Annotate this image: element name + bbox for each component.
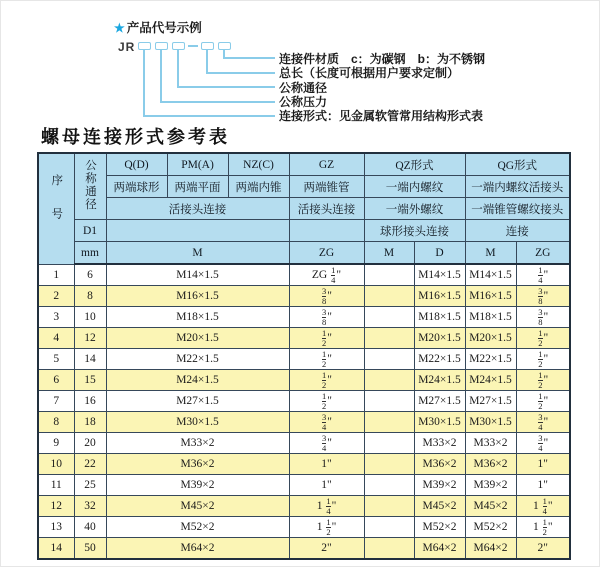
header-blank-1 [106, 220, 289, 242]
fraction: $\frac{3}{4}$ [538, 432, 543, 453]
cell-dn: 18 [74, 412, 106, 433]
cell-m: M24×1.5 [106, 370, 289, 391]
cell-qg-m: M27×1.5 [465, 391, 516, 412]
table-row [38, 538, 570, 560]
cell-qg-zg: $\frac{3}{4}$ " [516, 412, 570, 433]
product-code-title-text: 产品代号示例 [126, 21, 202, 35]
cell-qz-m [364, 349, 414, 370]
header-gz-connection: 活接头连接 [289, 198, 364, 220]
cell-qz-m [364, 328, 414, 349]
fraction: $\frac{1}{2}$ [322, 390, 327, 411]
header-nz-sub: 两端内锥 [228, 176, 289, 198]
product-code-title [114, 18, 202, 36]
header-blank-2 [289, 220, 364, 242]
cell-serial: 5 [38, 349, 74, 370]
header-col-qg: QG形式 [465, 153, 570, 176]
fraction: $\frac{1}{4}$ [538, 264, 543, 285]
cell-gz: $\frac{3}{8}$ " [289, 307, 364, 328]
fraction: $\frac{1}{2}$ [322, 369, 327, 390]
cell-qg-m: M18×1.5 [465, 307, 516, 328]
cell-qz-d: M18×1.5 [414, 307, 465, 328]
code-label-length: 总长（长度可根据用户要求定制） [279, 66, 460, 80]
cell-m: M64×2 [106, 538, 289, 560]
table-row [38, 328, 570, 349]
cell-m: M22×1.5 [106, 349, 289, 370]
cell-qg-zg: 1" [516, 454, 570, 475]
header-union-connection: 活接头连接 [106, 198, 289, 220]
cell-dn: 8 [74, 286, 106, 307]
cell-serial: 8 [38, 412, 74, 433]
cell-m: M18×1.5 [106, 307, 289, 328]
cell-qz-d: M64×2 [414, 538, 465, 560]
product-code-prefix: JR [118, 40, 136, 54]
code-label-pressure: 公称压力 [279, 95, 328, 109]
star-icon: ★ [114, 21, 125, 35]
cell-serial: 12 [38, 496, 74, 517]
table-row [38, 475, 570, 496]
fraction: $\frac{1}{4}$ [331, 264, 336, 285]
table-row [38, 412, 570, 433]
cell-gz: $\frac{1}{2}$ " [289, 328, 364, 349]
cell-qg-m: M33×2 [465, 433, 516, 454]
cell-dn: 6 [74, 264, 106, 286]
cell-qg-zg: 1" [516, 475, 570, 496]
connector-line [206, 72, 275, 74]
cell-m: M45×2 [106, 496, 289, 517]
table-row [38, 370, 570, 391]
cell-serial: 3 [38, 307, 74, 328]
table-row [38, 391, 570, 412]
cell-dn: 32 [74, 496, 106, 517]
header-zg: ZG [289, 242, 364, 265]
cell-gz: 1 $\frac{1}{2}$ " [289, 517, 364, 538]
connector-line [223, 57, 275, 59]
cell-qz-m [364, 307, 414, 328]
cell-qz-d: M14×1.5 [414, 264, 465, 286]
cell-qg-zg: $\frac{1}{2}$ " [516, 391, 570, 412]
fraction: $\frac{1}{2}$ [538, 348, 543, 369]
header-mm: mm [74, 242, 106, 265]
connector-line [160, 101, 275, 103]
cell-gz: 2" [289, 538, 364, 560]
fraction: $\frac{1}{2}$ [538, 369, 543, 390]
fraction: $\frac{1}{4}$ [542, 495, 547, 516]
cell-qz-d: M27×1.5 [414, 391, 465, 412]
header-qz-m: M [364, 242, 414, 265]
nut-connection-table [37, 152, 571, 560]
connector-line [160, 49, 162, 103]
cell-serial: 1 [38, 264, 74, 286]
header-qg-sub2: 一端锥管螺纹接头 [465, 198, 570, 220]
cell-m: M52×2 [106, 517, 289, 538]
header-col-pm: PM(A) [167, 153, 228, 176]
cell-gz: $\frac{1}{2}$ " [289, 370, 364, 391]
cell-qg-m: M14×1.5 [465, 264, 516, 286]
cell-m: M36×2 [106, 454, 289, 475]
fraction: $\frac{3}{8}$ [538, 306, 543, 327]
header-dn [74, 153, 106, 220]
cell-qg-m: M16×1.5 [465, 286, 516, 307]
cell-serial: 13 [38, 517, 74, 538]
cell-dn: 14 [74, 349, 106, 370]
cell-serial: 4 [38, 328, 74, 349]
cell-qg-m: M36×2 [465, 454, 516, 475]
cell-qg-m: M64×2 [465, 538, 516, 560]
cell-qz-m [364, 286, 414, 307]
fraction: $\frac{1}{2}$ [538, 327, 543, 348]
header-gz-sub: 两端锥管 [289, 176, 364, 198]
cell-dn: 40 [74, 517, 106, 538]
cell-dn: 15 [74, 370, 106, 391]
fraction: $\frac{3}{4}$ [322, 411, 327, 432]
cell-serial: 9 [38, 433, 74, 454]
header-col-q: Q(D) [106, 153, 167, 176]
fraction: $\frac{1}{2}$ [326, 516, 331, 537]
code-label-material: 连接件材质 c：为碳钢 b：为不锈钢 [279, 52, 486, 66]
header-qg-m: M [465, 242, 516, 265]
cell-gz: $\frac{3}{4}$ " [289, 433, 364, 454]
header-d1: D1 [74, 220, 106, 242]
cell-serial: 11 [38, 475, 74, 496]
header-qz-connection: 球形接头连接 [364, 220, 465, 242]
header-q-sub: 两端球形 [106, 176, 167, 198]
cell-m: M27×1.5 [106, 391, 289, 412]
table-row [38, 349, 570, 370]
cell-dn: 22 [74, 454, 106, 475]
connector-line [143, 49, 145, 117]
fraction: $\frac{3}{4}$ [538, 411, 543, 432]
header-col-gz: GZ [289, 153, 364, 176]
cell-qg-m: M24×1.5 [465, 370, 516, 391]
header-serial [38, 153, 74, 264]
cell-serial: 6 [38, 370, 74, 391]
cell-serial: 10 [38, 454, 74, 475]
fraction: $\frac{3}{4}$ [322, 432, 327, 453]
cell-dn: 10 [74, 307, 106, 328]
cell-serial: 2 [38, 286, 74, 307]
table-row [38, 264, 570, 286]
header-m: M [106, 242, 289, 265]
header-row-1 [38, 153, 570, 176]
cell-qz-d: M24×1.5 [414, 370, 465, 391]
connector-line [177, 86, 275, 88]
cell-qg-zg: $\frac{1}{2}$ " [516, 328, 570, 349]
connector-line [206, 49, 208, 74]
cell-m: M30×1.5 [106, 412, 289, 433]
header-row-4 [38, 220, 570, 242]
fraction: $\frac{3}{8}$ [322, 306, 327, 327]
table-row [38, 433, 570, 454]
cell-qz-m [364, 391, 414, 412]
cell-qz-d: M39×2 [414, 475, 465, 496]
cell-qz-m [364, 496, 414, 517]
table-row [38, 496, 570, 517]
cell-qz-m [364, 475, 414, 496]
cell-qz-d: M45×2 [414, 496, 465, 517]
cell-dn: 12 [74, 328, 106, 349]
cell-qz-m [364, 517, 414, 538]
cell-gz: $\frac{1}{2}$ " [289, 349, 364, 370]
cell-qz-d: M16×1.5 [414, 286, 465, 307]
header-pm-sub: 两端平面 [167, 176, 228, 198]
cell-qg-m: M45×2 [465, 496, 516, 517]
cell-m: M20×1.5 [106, 328, 289, 349]
connector-line [177, 49, 179, 88]
header-qz-sub2: 一端外螺纹 [364, 198, 465, 220]
header-row-5 [38, 242, 570, 265]
header-qg-connection: 连接 [465, 220, 570, 242]
cell-qz-m [364, 433, 414, 454]
cell-qz-m [364, 412, 414, 433]
header-col-nz: NZ(C) [228, 153, 289, 176]
cell-serial: 14 [38, 538, 74, 560]
cell-qg-zg: $\frac{3}{8}$ " [516, 286, 570, 307]
cell-qg-m: M30×1.5 [465, 412, 516, 433]
header-col-qz: QZ形式 [364, 153, 465, 176]
table-row [38, 286, 570, 307]
cell-gz: 1" [289, 475, 364, 496]
table-body [38, 264, 570, 559]
header-qg-zg: ZG [516, 242, 570, 265]
cell-qz-m [364, 264, 414, 286]
fraction: $\frac{3}{8}$ [322, 285, 327, 306]
header-qz-sub1: 一端内螺纹 [364, 176, 465, 198]
table-row [38, 517, 570, 538]
cell-m: M39×2 [106, 475, 289, 496]
header-dn-label: 公称通径 [84, 159, 96, 211]
cell-qz-d: M52×2 [414, 517, 465, 538]
cell-qz-d: M33×2 [414, 433, 465, 454]
cell-qg-m: M39×2 [465, 475, 516, 496]
code-label-diameter: 公称通径 [279, 81, 328, 95]
cell-gz: $\frac{1}{2}$ " [289, 391, 364, 412]
cell-gz: ZG $\frac{1}{4}$ " [289, 264, 364, 286]
header-qz-d: D [414, 242, 465, 265]
cell-dn: 20 [74, 433, 106, 454]
table-title: 螺母连接形式参考表 [41, 127, 230, 147]
cell-gz: 1" [289, 454, 364, 475]
fraction: $\frac{1}{2}$ [322, 327, 327, 348]
cell-gz: 1 $\frac{1}{4}$ " [289, 496, 364, 517]
cell-qg-zg: $\frac{3}{4}$ " [516, 433, 570, 454]
cell-serial: 7 [38, 391, 74, 412]
fraction: $\frac{1}{2}$ [542, 516, 547, 537]
code-label-connection: 连接形式：见金属软管常用结构形式表 [279, 109, 484, 123]
cell-dn: 50 [74, 538, 106, 560]
cell-gz: $\frac{3}{4}$ " [289, 412, 364, 433]
fraction: $\frac{3}{8}$ [538, 285, 543, 306]
cell-m: M14×1.5 [106, 264, 289, 286]
fraction: $\frac{1}{2}$ [538, 390, 543, 411]
cell-qz-d: M20×1.5 [414, 328, 465, 349]
table-row [38, 454, 570, 475]
fraction: $\frac{1}{2}$ [322, 348, 327, 369]
cell-qg-m: M22×1.5 [465, 349, 516, 370]
connector-line [143, 115, 275, 117]
cell-qg-zg: $\frac{1}{2}$ " [516, 370, 570, 391]
cell-qg-zg: $\frac{3}{8}$ " [516, 307, 570, 328]
cell-qz-d: M22×1.5 [414, 349, 465, 370]
header-serial-label: 序号 [50, 173, 63, 241]
cell-dn: 25 [74, 475, 106, 496]
header-row-3 [38, 198, 570, 220]
fraction: $\frac{1}{4}$ [326, 495, 331, 516]
header-row-2 [38, 176, 570, 198]
cell-qz-d: M36×2 [414, 454, 465, 475]
cell-m: M16×1.5 [106, 286, 289, 307]
cell-qg-zg: 1 $\frac{1}{4}$ " [516, 496, 570, 517]
cell-qz-m [364, 454, 414, 475]
cell-qz-m [364, 370, 414, 391]
cell-dn: 16 [74, 391, 106, 412]
header-qg-sub1: 一端内螺纹活接头 [465, 176, 570, 198]
code-dash [188, 45, 198, 47]
cell-m: M33×2 [106, 433, 289, 454]
cell-qg-m: M52×2 [465, 517, 516, 538]
table-row [38, 307, 570, 328]
cell-qz-d: M30×1.5 [414, 412, 465, 433]
cell-gz: $\frac{3}{8}$ " [289, 286, 364, 307]
cell-qg-zg: 1 $\frac{1}{2}$ " [516, 517, 570, 538]
cell-qg-zg: $\frac{1}{4}$ " [516, 264, 570, 286]
cell-qg-zg: 2" [516, 538, 570, 560]
cell-qg-m: M20×1.5 [465, 328, 516, 349]
cell-qz-m [364, 538, 414, 560]
cell-qg-zg: $\frac{1}{2}$ " [516, 349, 570, 370]
